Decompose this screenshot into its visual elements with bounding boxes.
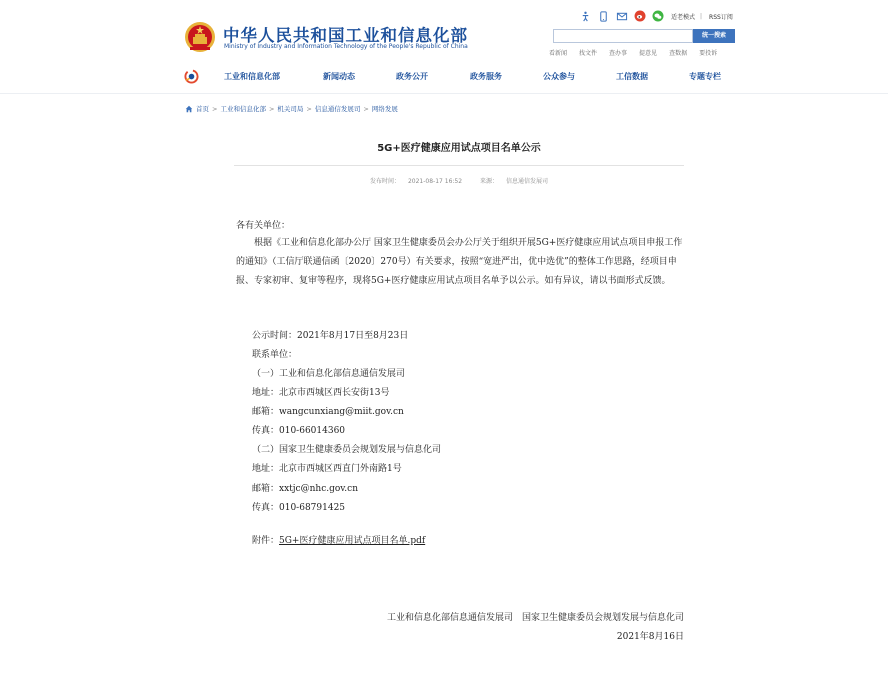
nav-item-services[interactable]: 政务服务 bbox=[470, 72, 502, 81]
contact-line-email2: 邮箱：xxtjc@nhc.gov.cn bbox=[252, 484, 358, 494]
main-nav bbox=[184, 67, 736, 85]
publish-label: 发布时间： bbox=[369, 178, 400, 185]
quick-link-news[interactable]: 看新闻 bbox=[549, 50, 568, 57]
quick-link-complaint[interactable]: 要投诉 bbox=[699, 50, 718, 57]
contact-line-fax2: 传真：010-68791425 bbox=[252, 503, 346, 513]
home-icon bbox=[185, 105, 193, 113]
quick-link-services[interactable]: 查办事 bbox=[609, 50, 628, 57]
breadcrumb-departments[interactable]: 机关司局 bbox=[277, 105, 304, 113]
quick-link-files[interactable]: 找文件 bbox=[579, 50, 598, 57]
search-input[interactable] bbox=[553, 29, 693, 43]
mobile-icon[interactable] bbox=[597, 10, 610, 23]
contact-line-unit1: （一）工业和信息化部信息通信发展司 bbox=[252, 369, 406, 379]
salutation: 各有关单位： bbox=[236, 221, 291, 231]
header-toolbar bbox=[579, 9, 733, 23]
rss-link[interactable]: RSS订阅 bbox=[709, 13, 733, 21]
breadcrumb bbox=[185, 104, 398, 113]
article-meta bbox=[234, 176, 684, 185]
breadcrumb-separator: > bbox=[212, 104, 218, 113]
publish-time bbox=[366, 178, 466, 185]
breadcrumb-network-dev[interactable]: 网络发展 bbox=[371, 105, 398, 113]
source-label: 来源： bbox=[479, 178, 498, 185]
search-button[interactable]: 统一搜索 bbox=[693, 29, 735, 43]
nav-item-topics[interactable]: 专题专栏 bbox=[689, 72, 721, 81]
source-value: 信息通信发展司 bbox=[506, 178, 549, 185]
quick-link-feedback[interactable]: 提意见 bbox=[639, 50, 658, 57]
contact-line-unit2: （二）国家卫生健康委员会规划发展与信息化司 bbox=[252, 445, 442, 455]
quick-link-data[interactable]: 查数据 bbox=[669, 50, 688, 57]
national-emblem-icon[interactable] bbox=[184, 20, 216, 54]
breadcrumb-separator: > bbox=[306, 104, 312, 113]
nav-item-gov-affairs[interactable]: 政务公开 bbox=[396, 72, 428, 81]
wechat-icon[interactable] bbox=[651, 10, 664, 23]
toolbar-separator: | bbox=[700, 12, 703, 20]
attachment-row bbox=[252, 533, 425, 546]
breadcrumb-separator: > bbox=[363, 104, 369, 113]
breadcrumb-info-comm-dept[interactable]: 信息通信发展司 bbox=[314, 105, 361, 113]
contact-line-address2: 地址：北京市西城区西直门外南路1号 bbox=[252, 464, 402, 474]
article-title: 5G+医疗健康应用试点项目名单公示 bbox=[377, 143, 541, 154]
breadcrumb-ministry[interactable]: 工业和信息化部 bbox=[220, 105, 266, 113]
contact-line-email1: 邮箱：wangcunxiang@miit.gov.cn bbox=[252, 407, 404, 417]
attachment-link[interactable]: 5G+医疗健康应用试点项目名单.pdf bbox=[279, 536, 426, 546]
mail-icon[interactable] bbox=[615, 10, 628, 23]
contact-line-units: 联系单位： bbox=[252, 350, 298, 360]
accessibility-icon[interactable] bbox=[579, 10, 592, 23]
attachment-label: 附件： bbox=[252, 536, 280, 546]
breadcrumb-home[interactable]: 首页 bbox=[196, 105, 209, 113]
signature-date: 2021年8月16日 bbox=[616, 632, 684, 642]
site-subtitle: Ministry of Industry and Information Technology of the People's Republic of China bbox=[224, 43, 468, 50]
breadcrumb-separator: > bbox=[268, 104, 275, 113]
signature: 工业和信息化部信息通信发展司 国家卫生健康委员会规划发展与信息化司 bbox=[386, 613, 684, 623]
old-version-link[interactable]: 适老模式 bbox=[671, 13, 696, 21]
site-title[interactable]: 中华人民共和国工业和信息化部 bbox=[223, 26, 468, 45]
contact-line-period: 公示时间：2021年8月17日至8月23日 bbox=[252, 331, 409, 341]
nav-item-data[interactable]: 工信数据 bbox=[616, 72, 648, 81]
quick-links bbox=[549, 48, 729, 57]
contact-line-address1: 地址：北京市西城区西长安街13号 bbox=[252, 388, 390, 398]
nav-item-ministry[interactable]: 工业和信息化部 bbox=[224, 72, 280, 81]
source bbox=[476, 178, 552, 185]
miit-logo-icon[interactable] bbox=[184, 69, 199, 84]
contact-line-fax1: 传真：010-66014360 bbox=[252, 426, 346, 436]
title-divider bbox=[234, 165, 684, 166]
nav-item-news[interactable]: 新闻动态 bbox=[323, 72, 355, 81]
publish-value: 2021-08-17 16:52 bbox=[407, 178, 463, 185]
weibo-icon[interactable] bbox=[633, 10, 646, 23]
site-header bbox=[0, 0, 888, 94]
article-paragraph: 根据《工业和信息化部办公厅 国家卫生健康委员会办公厅关于组织开展5G+医疗健康应用试点项目申报工作的通知》（工信厅联通信函〔2020〕270号）有关要求，按照“宽进严出，优中选优”的整体工作思路，经项目申报、专家初审、复审等程序，现将5G+医疗健康应用试点项目名单予以公示。如有异议，请以书面形式反馈。 bbox=[236, 238, 683, 286]
nav-item-participation[interactable]: 公众参与 bbox=[543, 72, 575, 81]
